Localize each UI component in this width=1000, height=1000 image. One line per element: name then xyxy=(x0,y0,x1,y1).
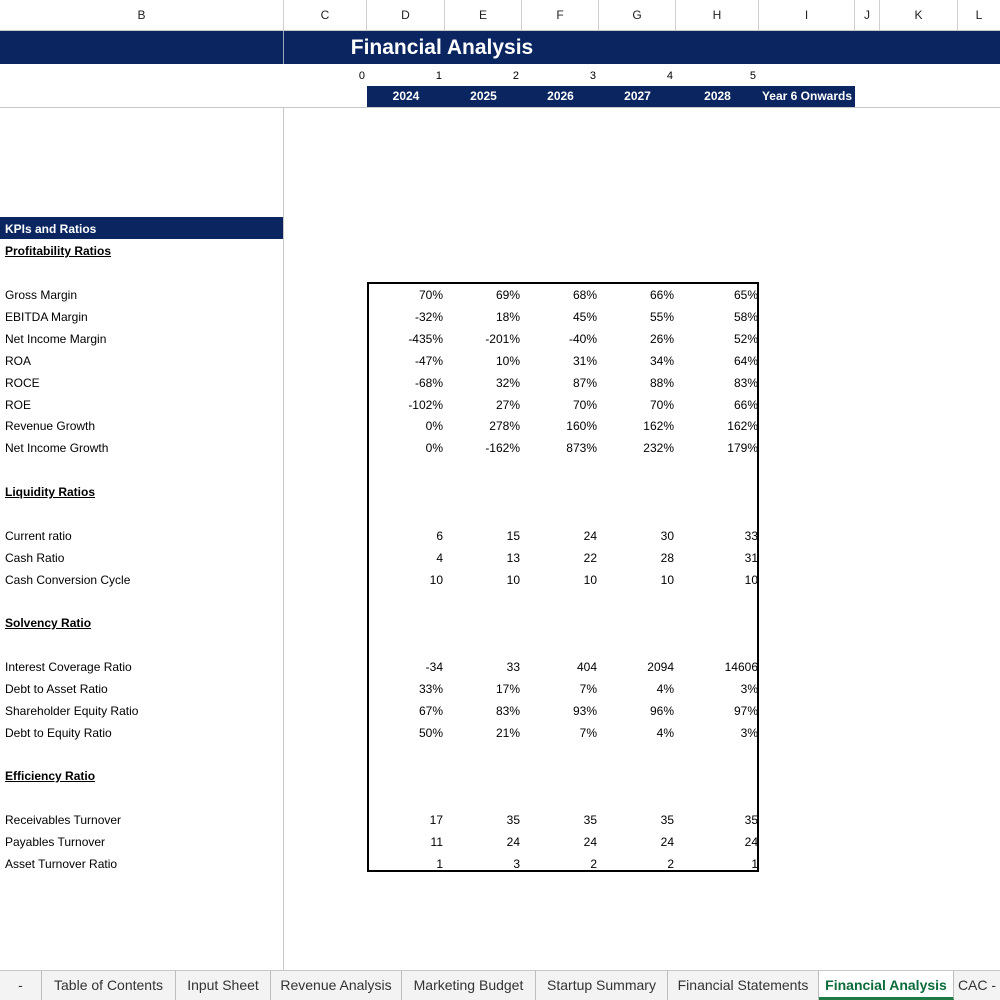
ratio-cell[interactable]: -201% xyxy=(485,332,520,346)
ratio-cell[interactable]: 64% xyxy=(733,354,758,368)
tab-marketing-budget[interactable]: Marketing Budget xyxy=(402,971,536,1000)
row-label: ROA xyxy=(5,354,32,368)
ratio-cell[interactable]: 24 xyxy=(583,835,597,849)
ratio-cell[interactable]: 68% xyxy=(572,288,597,302)
ratio-cell[interactable]: 2094 xyxy=(647,660,674,674)
ratio-cell[interactable]: 13 xyxy=(506,551,520,565)
ratio-cell[interactable]: 96% xyxy=(649,704,674,718)
ratio-cell[interactable]: 34% xyxy=(649,354,674,368)
year-2027: 2027 xyxy=(624,89,651,103)
column-header-e[interactable]: E xyxy=(445,0,522,30)
ratio-cell[interactable]: -162% xyxy=(485,441,520,455)
ratio-cell[interactable]: 24 xyxy=(744,835,758,849)
ratio-cell[interactable]: 0% xyxy=(425,441,443,455)
row-label: Cash Ratio xyxy=(5,551,65,565)
column-header-b[interactable]: B xyxy=(0,0,284,30)
ratio-cell[interactable]: 35 xyxy=(660,813,674,827)
ratio-cell[interactable]: -34 xyxy=(425,660,443,674)
ratio-cell[interactable]: 21% xyxy=(495,726,520,740)
column-header-d[interactable]: D xyxy=(367,0,445,30)
ratio-cell[interactable]: 2 xyxy=(590,857,597,871)
ratio-cell[interactable]: 70% xyxy=(418,288,443,302)
ratio-cell[interactable]: -40% xyxy=(568,332,597,346)
ratio-cell[interactable]: 83% xyxy=(495,704,520,718)
ratio-cell[interactable]: 404 xyxy=(576,660,597,674)
column-header-bar xyxy=(0,0,1000,31)
ratio-cell[interactable]: 179% xyxy=(727,441,758,455)
ratio-cell[interactable]: 4% xyxy=(656,726,674,740)
ratio-cell[interactable]: 97% xyxy=(733,704,758,718)
row-label: ROE xyxy=(5,398,32,412)
ratio-cell[interactable]: 11 xyxy=(430,835,443,849)
period-number-2: 2 xyxy=(512,70,519,82)
page-title: Financial Analysis xyxy=(350,36,534,59)
header-divider xyxy=(0,107,1000,108)
ratio-cell[interactable]: 1 xyxy=(436,857,443,871)
section-title-liquidity: Liquidity Ratios xyxy=(5,485,95,499)
ratio-cell[interactable]: 32% xyxy=(495,376,520,390)
column-header-i[interactable]: I xyxy=(759,0,855,30)
ratio-cell[interactable]: 6 xyxy=(436,529,443,543)
ratio-cell[interactable]: 55% xyxy=(649,310,674,324)
column-header-j[interactable]: J xyxy=(855,0,880,30)
row-label: Cash Conversion Cycle xyxy=(5,573,131,587)
ratio-cell[interactable]: 4% xyxy=(656,682,674,696)
section-title-solvency: Solvency Ratio xyxy=(5,616,92,630)
ratio-cell[interactable]: 15 xyxy=(506,529,520,543)
tab-scroll-left[interactable]: - xyxy=(0,971,42,1000)
ratio-cell[interactable]: 65% xyxy=(733,288,758,302)
row-label: ROCE xyxy=(5,376,40,390)
tab-cac[interactable]: CAC - xyxy=(957,977,997,993)
title-bar xyxy=(0,31,1000,64)
ratio-cell[interactable]: 50% xyxy=(418,726,443,740)
ratio-cell[interactable]: 7% xyxy=(579,682,597,696)
tab-startup-summary[interactable]: Startup Summary xyxy=(536,971,668,1000)
row-label: Current ratio xyxy=(5,529,72,543)
ratio-cell[interactable]: 18% xyxy=(495,310,520,324)
ratio-cell[interactable]: 2 xyxy=(667,857,674,871)
ratio-cell[interactable]: 160% xyxy=(566,419,597,433)
ratio-cell[interactable]: 232% xyxy=(643,441,674,455)
ratio-cell[interactable]: 0% xyxy=(425,419,443,433)
ratio-cell[interactable]: 33 xyxy=(506,660,520,674)
tab-table-of-contents[interactable]: Table of Contents xyxy=(42,971,176,1000)
ratio-cell[interactable]: 87% xyxy=(572,376,597,390)
ratio-cell[interactable]: 3% xyxy=(740,726,758,740)
tab-financial-statements[interactable]: Financial Statements xyxy=(668,971,819,1000)
period-number-4: 4 xyxy=(666,70,673,82)
tab-financial-analysis[interactable]: Financial Analysis xyxy=(819,971,954,1000)
ratio-cell[interactable]: 35 xyxy=(583,813,597,827)
ratio-cell[interactable]: 31 xyxy=(744,551,758,565)
ratio-cell[interactable]: 83% xyxy=(733,376,758,390)
ratio-cell[interactable]: 4 xyxy=(436,551,443,565)
ratio-cell[interactable]: 45% xyxy=(572,310,597,324)
ratio-cell[interactable]: 7% xyxy=(579,726,597,740)
ratio-cell[interactable]: 10 xyxy=(583,573,597,587)
ratio-cell[interactable]: 70% xyxy=(572,398,597,412)
tab-revenue-analysis[interactable]: Revenue Analysis xyxy=(271,971,402,1000)
year-header-bar xyxy=(367,86,855,107)
ratio-cell[interactable]: 17% xyxy=(495,682,520,696)
year-2025: 2025 xyxy=(470,89,497,103)
row-label: Debt to Equity Ratio xyxy=(5,726,112,740)
section-title-profitability: Profitability Ratios xyxy=(5,244,112,258)
ratio-cell[interactable]: 3 xyxy=(513,857,520,871)
column-header-g[interactable]: G xyxy=(599,0,676,30)
period-number-5: 5 xyxy=(749,70,756,82)
period-number-3: 3 xyxy=(589,70,596,82)
period-number-0: 0 xyxy=(358,70,365,82)
tab-input-sheet[interactable]: Input Sheet xyxy=(176,971,271,1000)
ratio-cell[interactable]: 278% xyxy=(489,419,520,433)
ratio-cell[interactable]: 26% xyxy=(649,332,674,346)
year-2026: 2026 xyxy=(547,89,574,103)
period-number-1: 1 xyxy=(435,70,442,82)
column-header-k[interactable]: K xyxy=(880,0,958,30)
row-label: Revenue Growth xyxy=(5,419,96,433)
ratio-cell[interactable]: 162% xyxy=(727,419,758,433)
year-2024: 2024 xyxy=(392,89,420,103)
ratio-cell[interactable]: -32% xyxy=(414,310,443,324)
ratio-cell[interactable]: 33% xyxy=(418,682,443,696)
frozen-pane-divider xyxy=(283,107,284,970)
ratio-cell[interactable]: 14606 xyxy=(724,660,758,674)
column-header-h[interactable]: H xyxy=(676,0,759,30)
section-title-efficiency: Efficiency Ratio xyxy=(5,769,96,783)
ratio-cell[interactable]: -47% xyxy=(414,354,443,368)
ratio-cell[interactable]: 10 xyxy=(660,573,674,587)
ratio-cell[interactable]: 10% xyxy=(495,354,520,368)
column-header-f[interactable]: F xyxy=(522,0,599,30)
row-label: EBITDA Margin xyxy=(5,310,88,324)
row-label: Payables Turnover xyxy=(5,835,106,849)
row-label: Net Income Margin xyxy=(5,332,107,346)
ratio-cell[interactable]: 22 xyxy=(583,551,597,565)
ratio-cell[interactable]: -102% xyxy=(408,398,443,412)
ratio-cell[interactable]: 24 xyxy=(583,529,597,543)
ratio-cell[interactable]: 66% xyxy=(733,398,758,412)
row-label: Gross Margin xyxy=(5,288,78,302)
ratio-cell[interactable]: 17 xyxy=(429,813,443,827)
ratio-cell[interactable]: 58% xyxy=(733,310,758,324)
ratio-cell[interactable]: -435% xyxy=(408,332,443,346)
year-6-onwards: Year 6 Onwards xyxy=(761,89,853,103)
row-label: Net Income Growth xyxy=(5,441,109,455)
ratio-cell[interactable]: 24 xyxy=(660,835,674,849)
ratio-cell[interactable]: 31% xyxy=(572,354,597,368)
ratio-cell[interactable]: 52% xyxy=(733,332,758,346)
ratio-cell[interactable]: -68% xyxy=(414,376,443,390)
ratio-cell[interactable]: 66% xyxy=(649,288,674,302)
year-2028: 2028 xyxy=(704,89,731,103)
row-label: Receivables Turnover xyxy=(5,813,122,827)
ratio-cell[interactable]: 10 xyxy=(744,573,758,587)
row-label: Interest Coverage Ratio xyxy=(5,660,132,674)
ratio-cell[interactable]: 24 xyxy=(506,835,520,849)
column-header-c[interactable]: C xyxy=(284,0,367,30)
ratio-cell[interactable]: 93% xyxy=(572,704,597,718)
ratio-cell[interactable]: 27% xyxy=(495,398,520,412)
ratio-cell[interactable]: 33 xyxy=(744,529,758,543)
ratio-cell[interactable]: 28 xyxy=(660,551,674,565)
ratio-cell[interactable]: 35 xyxy=(744,813,758,827)
ratio-cell[interactable]: 30 xyxy=(660,529,674,543)
ratio-cell[interactable]: 1 xyxy=(751,857,758,871)
kpi-header: KPIs and Ratios xyxy=(0,217,283,239)
ratio-cell[interactable]: 88% xyxy=(649,376,674,390)
ratio-cell[interactable]: 67% xyxy=(418,704,443,718)
sheet-tab-bar xyxy=(0,970,1000,1000)
ratio-cell[interactable]: 69% xyxy=(495,288,520,302)
row-label: Shareholder Equity Ratio xyxy=(5,704,139,718)
ratio-cell[interactable]: 3% xyxy=(740,682,758,696)
column-header-l[interactable]: L xyxy=(975,8,983,22)
ratio-cell[interactable]: 35 xyxy=(506,813,520,827)
ratio-cell[interactable]: 162% xyxy=(643,419,674,433)
ratio-cell[interactable]: 10 xyxy=(429,573,443,587)
row-label: Asset Turnover Ratio xyxy=(5,857,118,871)
ratio-cell[interactable]: 873% xyxy=(566,441,597,455)
ratio-cell[interactable]: 70% xyxy=(649,398,674,412)
row-label: Debt to Asset Ratio xyxy=(5,682,108,696)
ratio-cell[interactable]: 10 xyxy=(506,573,520,587)
